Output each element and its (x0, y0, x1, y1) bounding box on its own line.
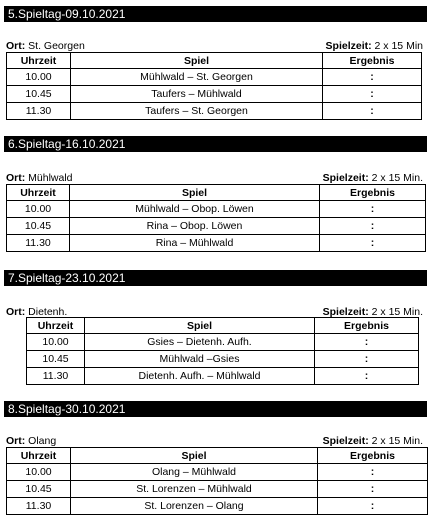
venue-line (6, 172, 73, 184)
cell-game: Olang – Mühlwald (71, 464, 318, 481)
venue-value: Mühlwald (28, 172, 73, 184)
schedule-table (6, 184, 426, 252)
cell-time: 10.00 (27, 334, 85, 351)
table-row (27, 351, 419, 368)
cell-result: : (323, 69, 422, 86)
table-row (7, 69, 422, 86)
table-row (7, 86, 422, 103)
cell-result: : (320, 201, 426, 218)
cell-result: : (315, 334, 419, 351)
round-block-7 (0, 265, 431, 398)
playtime-value: 2 x 15 Min. (371, 172, 423, 184)
table-header-row (27, 318, 419, 334)
cell-time: 11.30 (7, 103, 71, 120)
round-block-5 (0, 0, 431, 130)
table-row (7, 218, 426, 235)
playtime-value: 2 x 15 Min (374, 40, 423, 52)
col-header-time: Uhrzeit (7, 53, 71, 69)
cell-time: 11.30 (27, 368, 85, 385)
venue-label: Ort: (6, 306, 26, 318)
cell-result: : (320, 218, 426, 235)
schedule-table (6, 52, 422, 120)
table-row (27, 368, 419, 385)
cell-result: : (315, 368, 419, 385)
cell-result: : (318, 481, 428, 498)
playtime-line (323, 172, 423, 184)
cell-time: 10.45 (7, 481, 71, 498)
cell-game: Mühlwald –Gsies (85, 351, 315, 368)
playtime-label: Spielzeit: (322, 435, 369, 447)
venue-label: Ort: (6, 172, 26, 184)
venue-line (6, 435, 56, 447)
table-row (7, 201, 426, 218)
schedule-table (26, 317, 419, 385)
table-row (7, 235, 426, 252)
cell-game: Rina – Mühlwald (70, 235, 320, 252)
cell-time: 10.00 (7, 201, 70, 218)
col-header-result: Ergebnis (318, 448, 428, 464)
venue-value: St. Georgen (28, 40, 85, 52)
cell-game: Rina – Obop. Löwen (70, 218, 320, 235)
round-block-8 (0, 398, 431, 527)
playtime-line (326, 40, 423, 52)
cell-result: : (318, 498, 428, 515)
cell-result: : (315, 351, 419, 368)
venue-value: Dietenh. (28, 306, 68, 318)
playtime-line (323, 435, 423, 447)
col-header-result: Ergebnis (315, 318, 419, 334)
col-header-game: Spiel (85, 318, 315, 334)
cell-game: Mühlwald – Obop. Löwen (70, 201, 320, 218)
cell-time: 10.45 (7, 86, 71, 103)
cell-time: 10.45 (7, 218, 70, 235)
cell-game: Mühlwald – St. Georgen (71, 69, 323, 86)
cell-time: 10.00 (7, 69, 71, 86)
col-header-time: Uhrzeit (7, 448, 71, 464)
round-header: 5.Spieltag-09.10.2021 (4, 6, 427, 22)
cell-time: 11.30 (7, 235, 70, 252)
venue-label: Ort: (6, 40, 26, 52)
cell-game: Taufers – St. Georgen (71, 103, 323, 120)
table-row (7, 498, 428, 515)
col-header-time: Uhrzeit (27, 318, 85, 334)
table-header-row (7, 185, 426, 201)
playtime-value: 2 x 15 Min. (371, 435, 423, 447)
schedule-table (6, 447, 428, 515)
cell-result: : (320, 235, 426, 252)
playtime-label: Spielzeit: (322, 172, 369, 184)
round-header: 8.Spieltag-30.10.2021 (4, 401, 427, 417)
round-block-6 (0, 130, 431, 265)
table-row (7, 481, 428, 498)
cell-time: 10.00 (7, 464, 71, 481)
venue-value: Olang (28, 435, 57, 447)
col-header-result: Ergebnis (323, 53, 422, 69)
venue-label: Ort: (6, 435, 26, 447)
round-header: 6.Spieltag-16.10.2021 (4, 136, 427, 152)
cell-time: 11.30 (7, 498, 71, 515)
cell-result: : (323, 103, 422, 120)
table-header-row (7, 53, 422, 69)
playtime-value: 2 x 15 Min. (371, 306, 423, 318)
col-header-game: Spiel (70, 185, 320, 201)
table-row (7, 103, 422, 120)
round-header: 7.Spieltag-23.10.2021 (4, 270, 427, 286)
cell-result: : (318, 464, 428, 481)
playtime-label: Spielzeit: (322, 306, 369, 318)
table-row (27, 334, 419, 351)
cell-game: St. Lorenzen – Mühlwald (71, 481, 318, 498)
playtime-label: Spielzeit: (325, 40, 372, 52)
cell-game: Dietenh. Aufh. – Mühlwald (85, 368, 315, 385)
col-header-game: Spiel (71, 448, 318, 464)
table-row (7, 464, 428, 481)
cell-game: Gsies – Dietenh. Aufh. (85, 334, 315, 351)
table-header-row (7, 448, 428, 464)
cell-result: : (323, 86, 422, 103)
cell-game: St. Lorenzen – Olang (71, 498, 318, 515)
cell-time: 10.45 (27, 351, 85, 368)
col-header-game: Spiel (71, 53, 323, 69)
venue-line (6, 40, 85, 52)
cell-game: Taufers – Mühlwald (71, 86, 323, 103)
col-header-result: Ergebnis (320, 185, 426, 201)
col-header-time: Uhrzeit (7, 185, 70, 201)
